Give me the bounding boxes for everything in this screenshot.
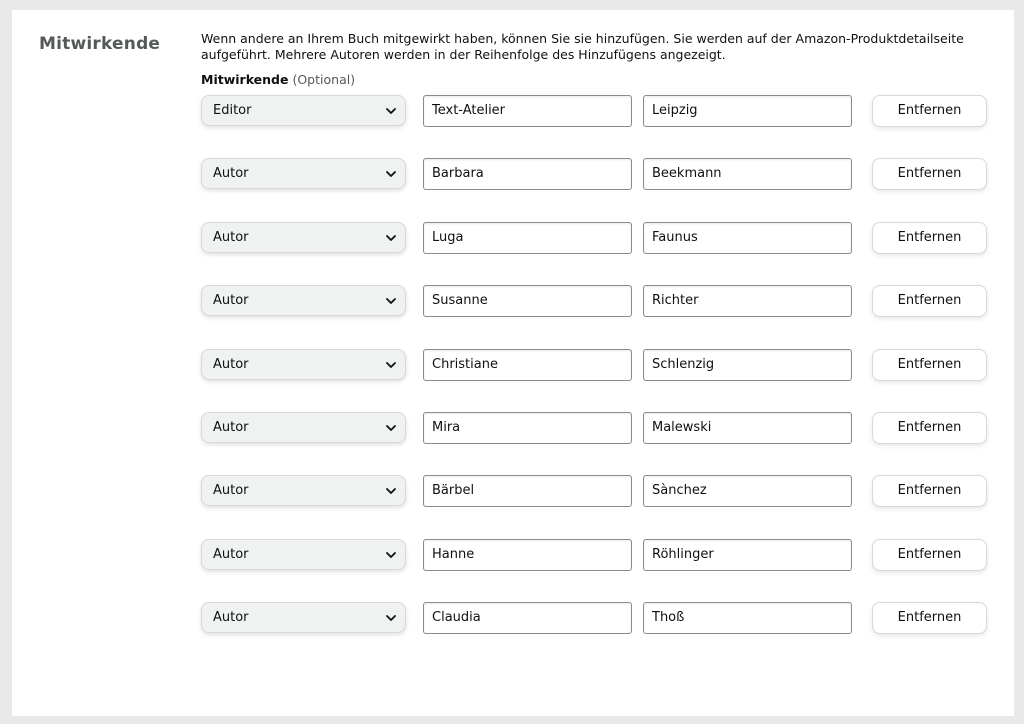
role-select[interactable] xyxy=(201,95,406,126)
last-name-input[interactable]: Sànchez xyxy=(643,475,852,507)
first-name-input[interactable]: Claudia xyxy=(423,602,632,634)
chevron-down-icon xyxy=(385,359,397,371)
first-name-input[interactable]: Hanne xyxy=(423,539,632,571)
remove-button[interactable]: Entfernen xyxy=(872,285,987,317)
section-description: Wenn andere an Ihrem Buch mitgewirkt haben, können Sie sie hinzufügen. Sie werden auf der Amazon-Produktdetailseite aufgeführt. Mehrere Autoren werden in der Reihenfolge des Hinzufügens angezeigt. xyxy=(201,31,964,62)
remove-button[interactable]: Entfernen xyxy=(872,475,987,507)
role-select[interactable] xyxy=(201,285,406,316)
section-title: Mitwirkende xyxy=(39,34,161,54)
first-name-input[interactable]: Christiane xyxy=(423,349,632,381)
role-select[interactable] xyxy=(201,412,406,443)
optional-label: (Optional) xyxy=(292,72,356,87)
first-name-input[interactable]: Text-Atelier xyxy=(423,95,632,127)
first-name-input[interactable]: Susanne xyxy=(423,285,632,317)
field-label xyxy=(201,72,355,87)
role-select[interactable] xyxy=(201,222,406,253)
role-select-value: Autor xyxy=(213,546,249,562)
remove-button[interactable]: Entfernen xyxy=(872,539,987,571)
first-name-input[interactable]: Bärbel xyxy=(423,475,632,507)
role-select[interactable] xyxy=(201,602,406,633)
last-name-input[interactable]: Röhlinger xyxy=(643,539,852,571)
chevron-down-icon xyxy=(385,105,397,117)
remove-button[interactable]: Entfernen xyxy=(872,349,987,381)
role-select-value: Autor xyxy=(213,419,249,435)
chevron-down-icon xyxy=(385,422,397,434)
remove-button[interactable]: Entfernen xyxy=(872,222,987,254)
chevron-down-icon xyxy=(385,549,397,561)
first-name-input[interactable]: Luga xyxy=(423,222,632,254)
last-name-input[interactable]: Leipzig xyxy=(643,95,852,127)
last-name-input[interactable]: Faunus xyxy=(643,222,852,254)
role-select[interactable] xyxy=(201,349,406,380)
contributors-panel xyxy=(12,10,1014,716)
last-name-input[interactable]: Schlenzig xyxy=(643,349,852,381)
first-name-input[interactable]: Mira xyxy=(423,412,632,444)
role-select[interactable] xyxy=(201,475,406,506)
remove-button[interactable]: Entfernen xyxy=(872,602,987,634)
chevron-down-icon xyxy=(385,232,397,244)
last-name-input[interactable]: Thoß xyxy=(643,602,852,634)
chevron-down-icon xyxy=(385,485,397,497)
role-select-value: Autor xyxy=(213,483,249,499)
last-name-input[interactable]: Richter xyxy=(643,285,852,317)
remove-button[interactable]: Entfernen xyxy=(872,95,987,127)
role-select-value: Editor xyxy=(213,103,252,118)
first-name-input[interactable]: Barbara xyxy=(423,158,632,190)
chevron-down-icon xyxy=(385,168,397,180)
last-name-input[interactable]: Beekmann xyxy=(643,158,852,190)
role-select[interactable] xyxy=(201,158,406,189)
chevron-down-icon xyxy=(385,295,397,307)
role-select-value: Autor xyxy=(213,293,249,309)
remove-button[interactable]: Entfernen xyxy=(872,412,987,444)
role-select-value: Autor xyxy=(213,166,249,182)
field-label-text: Mitwirkende xyxy=(201,72,289,87)
chevron-down-icon xyxy=(385,612,397,624)
role-select-value: Autor xyxy=(213,610,249,626)
role-select-value: Autor xyxy=(213,356,249,372)
role-select-value: Autor xyxy=(213,229,249,245)
role-select[interactable] xyxy=(201,539,406,570)
last-name-input[interactable]: Malewski xyxy=(643,412,852,444)
remove-button[interactable]: Entfernen xyxy=(872,158,987,190)
